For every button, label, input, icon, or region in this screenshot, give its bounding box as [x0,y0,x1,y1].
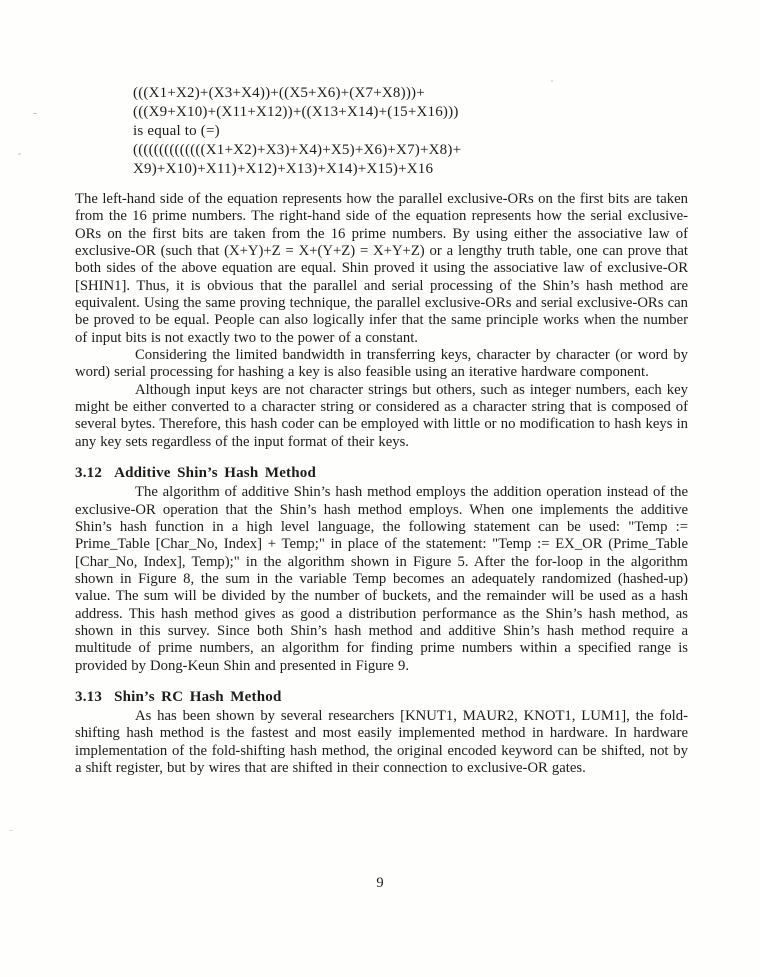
equation-line: X9)+X10)+X11)+X12)+X13)+X14)+X15)+X16 [133,161,434,177]
section-title: Shin’s RC Hash Method [114,688,282,705]
scan-speck [33,113,37,114]
section-3-13-body: As has been shown by several researchers [KNUT1, MAUR2, KNOT1, LUM1], the fold-shifting hash method is the fastest and most easily implemented method in hardware. In hardware implementation of the fold-shifting hash method, the original encoded keyword can be shifted, not by a shift register, but by wires that are shifted in their connection to exclusive-OR gates. [75,707,688,776]
paragraph-equation-explanation: The left-hand side of the equation represents how the parallel exclusive-ORs on the first bits are taken from the 16 prime numbers. The right-hand side of the equation represents how the serial exclusive-ORs on the first bits are taken from the 16 prime numbers. By using either the associative law of exclusive-OR (such that (X+Y)+Z = X+(Y+Z) = X+Y+Z) or a lengthy truth table, one can prove that both sides of the above equation are equal. Shin proved it using the associative law of exclusive-OR [SHIN1]. Thus, it is obvious that the parallel and serial processing of the Shin’s hash method are equivalent. Using the same proving technique, the parallel exclusive-ORs and serial exclusive-ORs can be proved to be equal. People can also logically infer that the same principle works when the number of input bits is not exactly two to the power of a constant. [75,191,688,346]
page-content [75,84,688,777]
section-3-12-heading [75,465,688,482]
scan-speck [551,80,553,82]
equation-line: ((((((((((((((X1+X2)+X3)+X4)+X5)+X6)+X7)+X8)+ [133,142,462,158]
section-title: Additive Shin’s Hash Method [114,465,317,482]
scan-speck [18,153,21,155]
paragraph-input-keys: Although input keys are not character strings but others, such as integer numbers, each key might be either converted to a character string or considered as a character string that is composed of several bytes. Therefore, this hash coder can be employed with little or no modification to hash keys in any key sets regardless of the input format of their keys. [75,381,688,450]
section-3-13-heading [75,689,688,706]
equation-line: is equal to (=) [133,123,220,139]
page-number: 9 [376,875,384,891]
scan-speck [9,830,13,831]
equation-block [133,84,688,179]
section-number: 3.12 [75,465,103,482]
equation-line: (((X9+X10)+(X11+X12))+((X13+X14)+(15+X16))) [133,104,459,120]
section-number: 3.13 [75,688,103,705]
paragraph-bandwidth: Considering the limited bandwidth in transferring keys, character by character (or word by word) serial processing for hashing a key is also feasible using an iterative hardware component. [75,347,688,381]
equation-line: (((X1+X2)+(X3+X4))+((X5+X6)+(X7+X8)))+ [133,85,425,101]
section-3-12-body: The algorithm of additive Shin’s hash method employs the addition operation instead of the exclusive-OR operation that the Shin’s hash method employs. When one implements the additive Shin’s hash function in a high level language, the following statement can be used: "Temp := Prime_Table [Char_No, Index] + Temp;" in place of the statement: "Temp := EX_OR (Prime_Table [Char_No, Index], Temp);" in the algorithm shown in Figure 5. After the for-loop in the algorithm shown in Figure 8, the sum in the variable Temp becomes an adequately randomized (hashed-up) value. The sum will be divided by the number of buckets, and the remainder will be used as a hash address. This hash method gives as good a distribution performance as the Shin’s hash method, as shown in this survey. Since both Shin’s hash method and additive Shin’s hash method require a multitude of prime numbers, an algorithm for finding prime numbers within a specified range is provided by Dong-Keun Shin and presented in Figure 9. [75,484,688,674]
